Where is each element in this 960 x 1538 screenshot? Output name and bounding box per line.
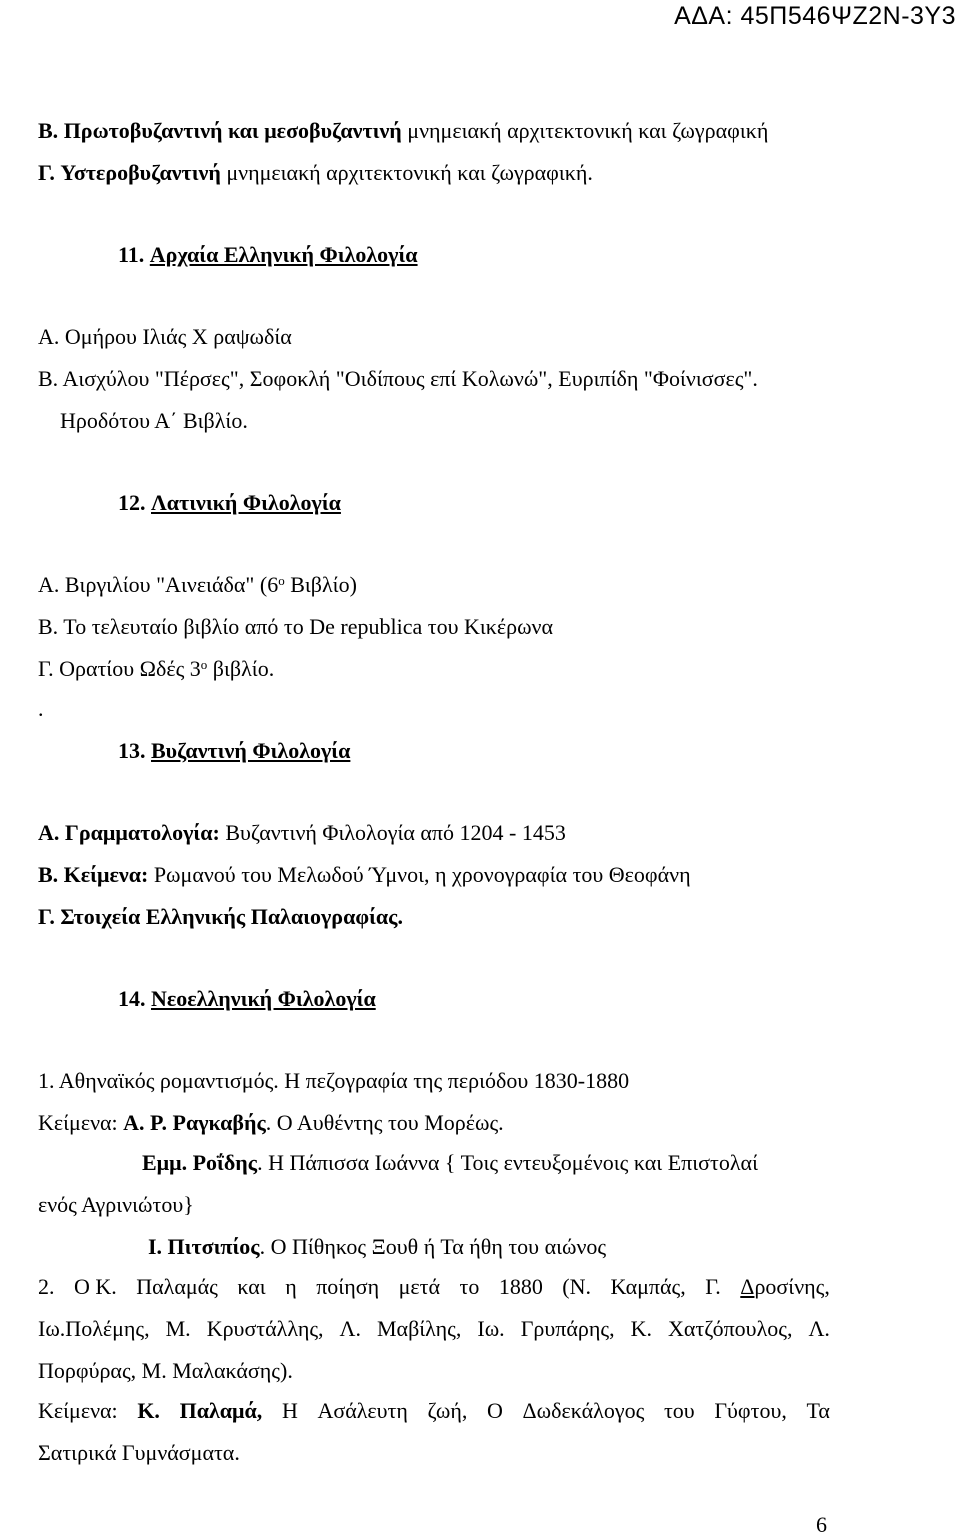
text: μνημειακή αρχιτεκτονική και ζωγραφική. <box>226 160 593 185</box>
text: Α. Βιργιλίου "Αινειάδα" (6 <box>38 572 279 597</box>
word: Καμπάς, <box>610 1274 686 1299</box>
label: Β. <box>38 118 59 143</box>
text: Γ. Ορατίου Ωδές 3 <box>38 656 201 681</box>
s14-p2 <box>38 1274 830 1300</box>
word: μετά <box>398 1274 440 1299</box>
stray-dot: . <box>38 696 44 721</box>
word: Μ. <box>165 1316 191 1341</box>
section-title: Βυζαντινή Φιλολογία <box>151 738 351 763</box>
word: Κ. <box>630 1316 652 1341</box>
word: Ο <box>487 1398 503 1423</box>
author: Εμμ. Ροΐδης <box>142 1150 258 1175</box>
word: Χατζόπουλος, <box>668 1316 793 1341</box>
s13-item-c: Γ. Στοιχεία Ελληνικής Παλαιογραφίας. <box>38 904 403 929</box>
word: 2. <box>38 1274 55 1299</box>
word: και <box>237 1274 266 1299</box>
word: Ιω.Πολέμης, <box>38 1316 150 1341</box>
s14-p2-texts-cont: Σατιρικά Γυμνάσματα. <box>38 1440 240 1465</box>
section-number: 13. <box>118 738 146 763</box>
author: Α. Ρ. Ραγκαβής <box>123 1110 266 1135</box>
word: η <box>285 1274 297 1299</box>
section-title: Νεοελληνική Φιλολογία <box>151 986 376 1011</box>
author: Ι. Πιτσιπίος <box>148 1234 260 1259</box>
section-11-heading <box>118 242 418 268</box>
word: Μαβίλης, <box>376 1316 462 1341</box>
label: Α. Γραμματολογία: <box>38 820 220 845</box>
word: Γρυπάρης, <box>520 1316 615 1341</box>
word: ζωή, <box>427 1398 468 1423</box>
word: Τα <box>806 1398 830 1423</box>
section-number: 12. <box>118 490 146 515</box>
s14-p1-roidis <box>142 1150 758 1176</box>
section-14-heading <box>118 986 376 1012</box>
section-title: Λατινική Φιλολογία <box>151 490 341 515</box>
text: βιβλίο. <box>207 656 275 681</box>
word: Ιω. <box>477 1316 505 1341</box>
label: Β. Κείμενα: <box>38 862 149 887</box>
label: Γ. <box>38 160 55 185</box>
s12-item-b: Β. Το τελευταίο βιβλίο από το De republica του Κικέρωνα <box>38 614 554 639</box>
s11-item-a: Α. Ομήρου Ιλιάς Χ ραψωδία <box>38 324 292 349</box>
s14-p2-cont <box>38 1316 830 1342</box>
text: Ρωμανού του Μελωδού Ύμνοι, η χρονογραφία του Θεοφάνη <box>148 862 691 887</box>
line-b-byzantine <box>38 118 768 144</box>
text: . Ο Πίθηκος Ξουθ ή Τα ήθη του αιώνος <box>259 1234 607 1259</box>
superscript: ο <box>278 573 285 588</box>
s11-item-b-cont: Ηροδότου Α΄ Βιβλίο. <box>60 408 248 433</box>
s12-item-a <box>38 572 357 598</box>
word: Λ. <box>808 1316 830 1341</box>
word: (Ν. <box>562 1274 592 1299</box>
word: Γ. <box>705 1274 721 1299</box>
word: ποίηση <box>316 1274 380 1299</box>
ada-code: ΑΔΑ: 45Π546ΨΖ2Ν-3Υ3 <box>674 2 956 30</box>
s14-p1-pitsipios <box>148 1234 606 1260</box>
s14-p1: 1. Αθηναϊκός ρομαντισμός. Η πεζογραφία της περιόδου 1830-1880 <box>38 1068 630 1093</box>
section-12-heading <box>118 490 341 516</box>
word: Κ. <box>137 1398 160 1423</box>
bold-title: Πρωτοβυζαντινή και μεσοβυζαντινή <box>63 118 402 143</box>
s13-item-a <box>38 820 566 846</box>
s11-item-b: Β. Αισχύλου "Πέρσες", Σοφοκλή "Οιδίπους επί Κολωνώ", Ευριπίδη "Φοίνισσες". <box>38 366 758 391</box>
word: Παλαμάς <box>136 1274 218 1299</box>
text: μνημειακή αρχιτεκτονική και ζωγραφική <box>407 118 769 143</box>
word: Ο Κ. <box>73 1274 117 1299</box>
s12-item-c <box>38 656 274 682</box>
word: 1880 <box>498 1274 543 1299</box>
word: το <box>459 1274 480 1299</box>
word: Λ. <box>339 1316 361 1341</box>
line-g-late-byzantine <box>38 160 593 186</box>
text: Βιβλίο) <box>284 572 357 597</box>
section-number: 14. <box>118 986 146 1011</box>
section-number: 11. <box>118 242 145 267</box>
word: Παλαμά, <box>179 1398 263 1423</box>
superscript: ο <box>200 657 208 672</box>
bold-title: Υστεροβυζαντινή <box>60 160 221 185</box>
s14-p2-texts <box>38 1398 830 1424</box>
text: . Ο Αυθέντης του Μορέως. <box>265 1110 504 1135</box>
word: Κείμενα: <box>38 1398 118 1423</box>
text: Κείμενα: <box>38 1110 124 1135</box>
s14-p2-cont2: Πορφύρας, Μ. Μαλακάσης). <box>38 1358 293 1383</box>
text: . Η Πάπισσα Ιωάννα { Τοις εντευξομένοις και Επιστολαί <box>257 1150 758 1175</box>
word: Η <box>281 1398 298 1423</box>
word: Κρυστάλλης, <box>206 1316 324 1341</box>
section-13-heading <box>118 738 350 764</box>
word: Γύφτου, <box>714 1398 787 1423</box>
word: του <box>663 1398 695 1423</box>
s14-p1-texts <box>38 1110 504 1136</box>
word: Δωδεκάλογος <box>522 1398 645 1423</box>
word: Δροσίνης, <box>740 1274 830 1299</box>
text: Βυζαντινή Φιλολογία από 1204 - 1453 <box>219 820 566 845</box>
page-number: 6 <box>816 1512 827 1537</box>
section-title: Αρχαία Ελληνική Φιλολογία <box>149 242 418 267</box>
s14-p1-roidis-cont: ενός Αγρινιώτου} <box>38 1192 194 1217</box>
word: Ασάλευτη <box>317 1398 408 1423</box>
s13-item-b <box>38 862 691 888</box>
